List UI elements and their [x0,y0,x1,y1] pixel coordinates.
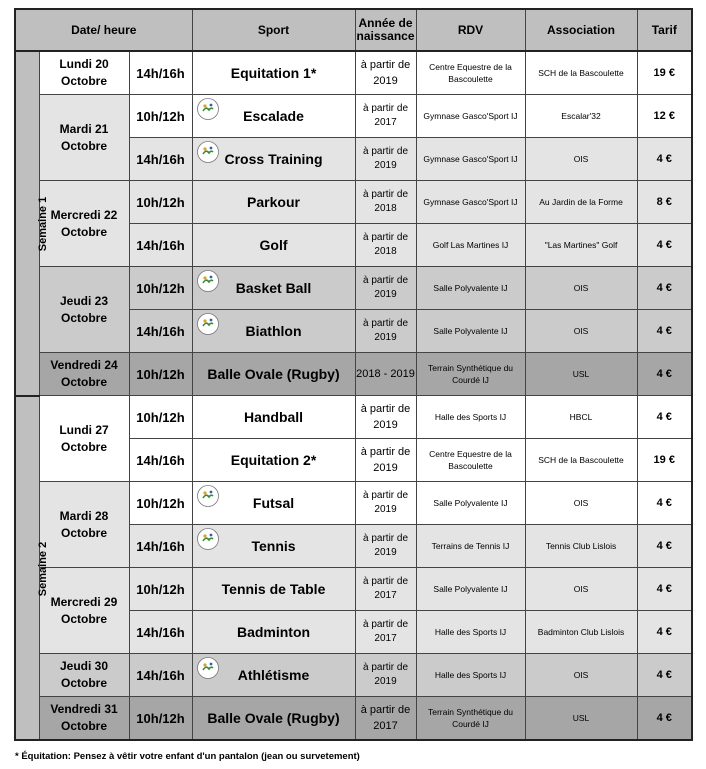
week-2-text: Semaine 2 [37,541,50,596]
time-cell: 10h/12h [129,396,192,439]
week-label [15,51,50,396]
sport-cell: Handball [192,396,355,439]
sport-cell [192,654,355,697]
year-cell: à partir de 2019 [355,396,416,439]
year-cell: à partir de 2017 [355,697,416,741]
association-cell: OIS [525,138,637,181]
year-cell: à partir de 2019 [355,138,416,181]
sport-logo-icon [196,527,220,551]
rdv-cell: Gymnase Gasco'Sport IJ [416,181,525,224]
sport-logo-icon [196,312,220,336]
time-cell: 10h/12h [129,568,192,611]
rdv-cell: Halle des Sports IJ [416,654,525,697]
price-cell: 4 € [637,568,692,611]
header-row [15,9,692,51]
rdv-cell: Centre Equestre de la Bascoulette [416,51,525,95]
association-cell: HBCL [525,396,637,439]
table-row [15,95,692,138]
footnote: * Équitation: Pensez à vêtir votre enfant d'un pantalon (jean ou survetement) [15,751,360,762]
year-cell: à partir de 2019 [355,654,416,697]
price-cell: 4 € [637,697,692,741]
rdv-cell: Terrain Synthétique du Courdé IJ [416,697,525,741]
year-cell: à partir de 2017 [355,568,416,611]
day-cell: Jeudi 30 Octobre [39,654,129,697]
year-cell: à partir de 2019 [355,51,416,95]
rdv-cell: Halle des Sports IJ [416,396,525,439]
price-cell: 4 € [637,396,692,439]
time-cell: 14h/16h [129,51,192,95]
table-row [15,654,692,697]
sport-name: Futsal [252,495,295,511]
time-cell: 14h/16h [129,138,192,181]
sport-cell: Equitation 1* [192,51,355,95]
price-cell: 4 € [637,353,692,396]
sport-name: Athlétisme [237,667,310,683]
year-cell: à partir de 2019 [355,439,416,482]
association-cell: USL [525,353,637,396]
sport-name: Cross Training [224,151,323,167]
sport-cell: Parkour [192,181,355,224]
sport-logo-icon [196,656,220,680]
association-cell: Au Jardin de la Forme [525,181,637,224]
year-cell: 2018 - 2019 [355,353,416,396]
price-cell: 4 € [637,224,692,267]
year-cell: à partir de 2017 [355,95,416,138]
sport-cell: Equitation 2* [192,439,355,482]
sport-cell: Golf [192,224,355,267]
rdv-cell: Salle Polyvalente IJ [416,482,525,525]
sport-cell: Balle Ovale (Rugby) [192,697,355,741]
sport-cell: Balle Ovale (Rugby) [192,353,355,396]
price-cell: 4 € [637,525,692,568]
association-cell: OIS [525,568,637,611]
table-row [15,51,692,95]
day-cell: Mercredi 22 Octobre [39,181,129,267]
time-cell: 10h/12h [129,697,192,741]
year-cell: à partir de 2019 [355,267,416,310]
rdv-cell: Terrains de Tennis IJ [416,525,525,568]
rdv-cell: Halle des Sports IJ [416,611,525,654]
header-tarif: Tarif [637,9,692,51]
sport-logo-icon [196,140,220,164]
header-year: Année de naissance [355,9,416,51]
day-cell: Vendredi 24 Octobre [39,353,129,396]
table-row [15,267,692,310]
price-cell: 4 € [637,654,692,697]
time-cell: 14h/16h [129,525,192,568]
association-cell: Escalar'32 [525,95,637,138]
rdv-cell: Gymnase Gasco'Sport IJ [416,138,525,181]
table-row [15,353,692,396]
year-cell: à partir de 2019 [355,310,416,353]
association-cell: "Las Martines" Golf [525,224,637,267]
rdv-cell: Golf Las Martines IJ [416,224,525,267]
year-cell: à partir de 2019 [355,525,416,568]
day-cell: Lundi 27 Octobre [39,396,129,482]
table-row [15,181,692,224]
price-cell: 4 € [637,138,692,181]
rdv-cell: Centre Equestre de la Bascoulette [416,439,525,482]
time-cell: 14h/16h [129,310,192,353]
association-cell: Badminton Club Lislois [525,611,637,654]
sport-cell [192,267,355,310]
time-cell: 10h/12h [129,267,192,310]
table-row [15,396,692,439]
sport-cell: Tennis de Table [192,568,355,611]
association-cell: SCH de la Bascoulette [525,51,637,95]
week-1-text: Semaine 1 [37,197,50,252]
association-cell: OIS [525,482,637,525]
header-date: Date/ heure [15,9,192,51]
association-cell: Tennis Club Lislois [525,525,637,568]
sport-name: Tennis [251,538,296,554]
day-cell: Jeudi 23 Octobre [39,267,129,353]
sport-cell [192,310,355,353]
year-cell: à partir de 2018 [355,181,416,224]
year-cell: à partir de 2018 [355,224,416,267]
price-cell: 4 € [637,267,692,310]
rdv-cell: Salle Polyvalente IJ [416,310,525,353]
rdv-cell: Salle Polyvalente IJ [416,267,525,310]
day-cell: Mardi 28 Octobre [39,482,129,568]
sport-logo-icon [196,484,220,508]
week-label [15,396,50,741]
price-cell: 4 € [637,310,692,353]
sport-logo-icon [196,97,220,121]
day-cell: Lundi 20 Octobre [39,51,129,95]
association-cell: OIS [525,310,637,353]
day-cell: Mardi 21 Octobre [39,95,129,181]
sport-name: Escalade [243,108,304,124]
table-row [15,568,692,611]
time-cell: 10h/12h [129,482,192,525]
association-cell: USL [525,697,637,741]
price-cell: 19 € [637,51,692,95]
rdv-cell: Gymnase Gasco'Sport IJ [416,95,525,138]
sport-cell: Badminton [192,611,355,654]
time-cell: 14h/16h [129,439,192,482]
day-cell: Mercredi 29 Octobre [39,568,129,654]
day-cell: Vendredi 31 Octobre [39,697,129,741]
price-cell: 4 € [637,611,692,654]
price-cell: 19 € [637,439,692,482]
association-cell: OIS [525,267,637,310]
table-row [15,482,692,525]
header-sport: Sport [192,9,355,51]
time-cell: 14h/16h [129,224,192,267]
association-cell: OIS [525,654,637,697]
header-rdv: RDV [416,9,525,51]
time-cell: 10h/12h [129,181,192,224]
sport-cell [192,95,355,138]
sport-cell [192,138,355,181]
sport-name: Biathlon [245,323,302,339]
header-association: Association [525,9,637,51]
time-cell: 10h/12h [129,95,192,138]
rdv-cell: Terrain Synthétique du Courdé IJ [416,353,525,396]
sport-name: Basket Ball [235,280,312,296]
price-cell: 8 € [637,181,692,224]
association-cell: SCH de la Bascoulette [525,439,637,482]
sport-cell [192,482,355,525]
time-cell: 10h/12h [129,353,192,396]
year-cell: à partir de 2017 [355,611,416,654]
time-cell: 14h/16h [129,654,192,697]
rdv-cell: Salle Polyvalente IJ [416,568,525,611]
sport-cell [192,525,355,568]
year-cell: à partir de 2019 [355,482,416,525]
price-cell: 4 € [637,482,692,525]
sport-logo-icon [196,269,220,293]
price-cell: 12 € [637,95,692,138]
table-row [15,697,692,741]
time-cell: 14h/16h [129,611,192,654]
schedule-table [14,8,693,741]
